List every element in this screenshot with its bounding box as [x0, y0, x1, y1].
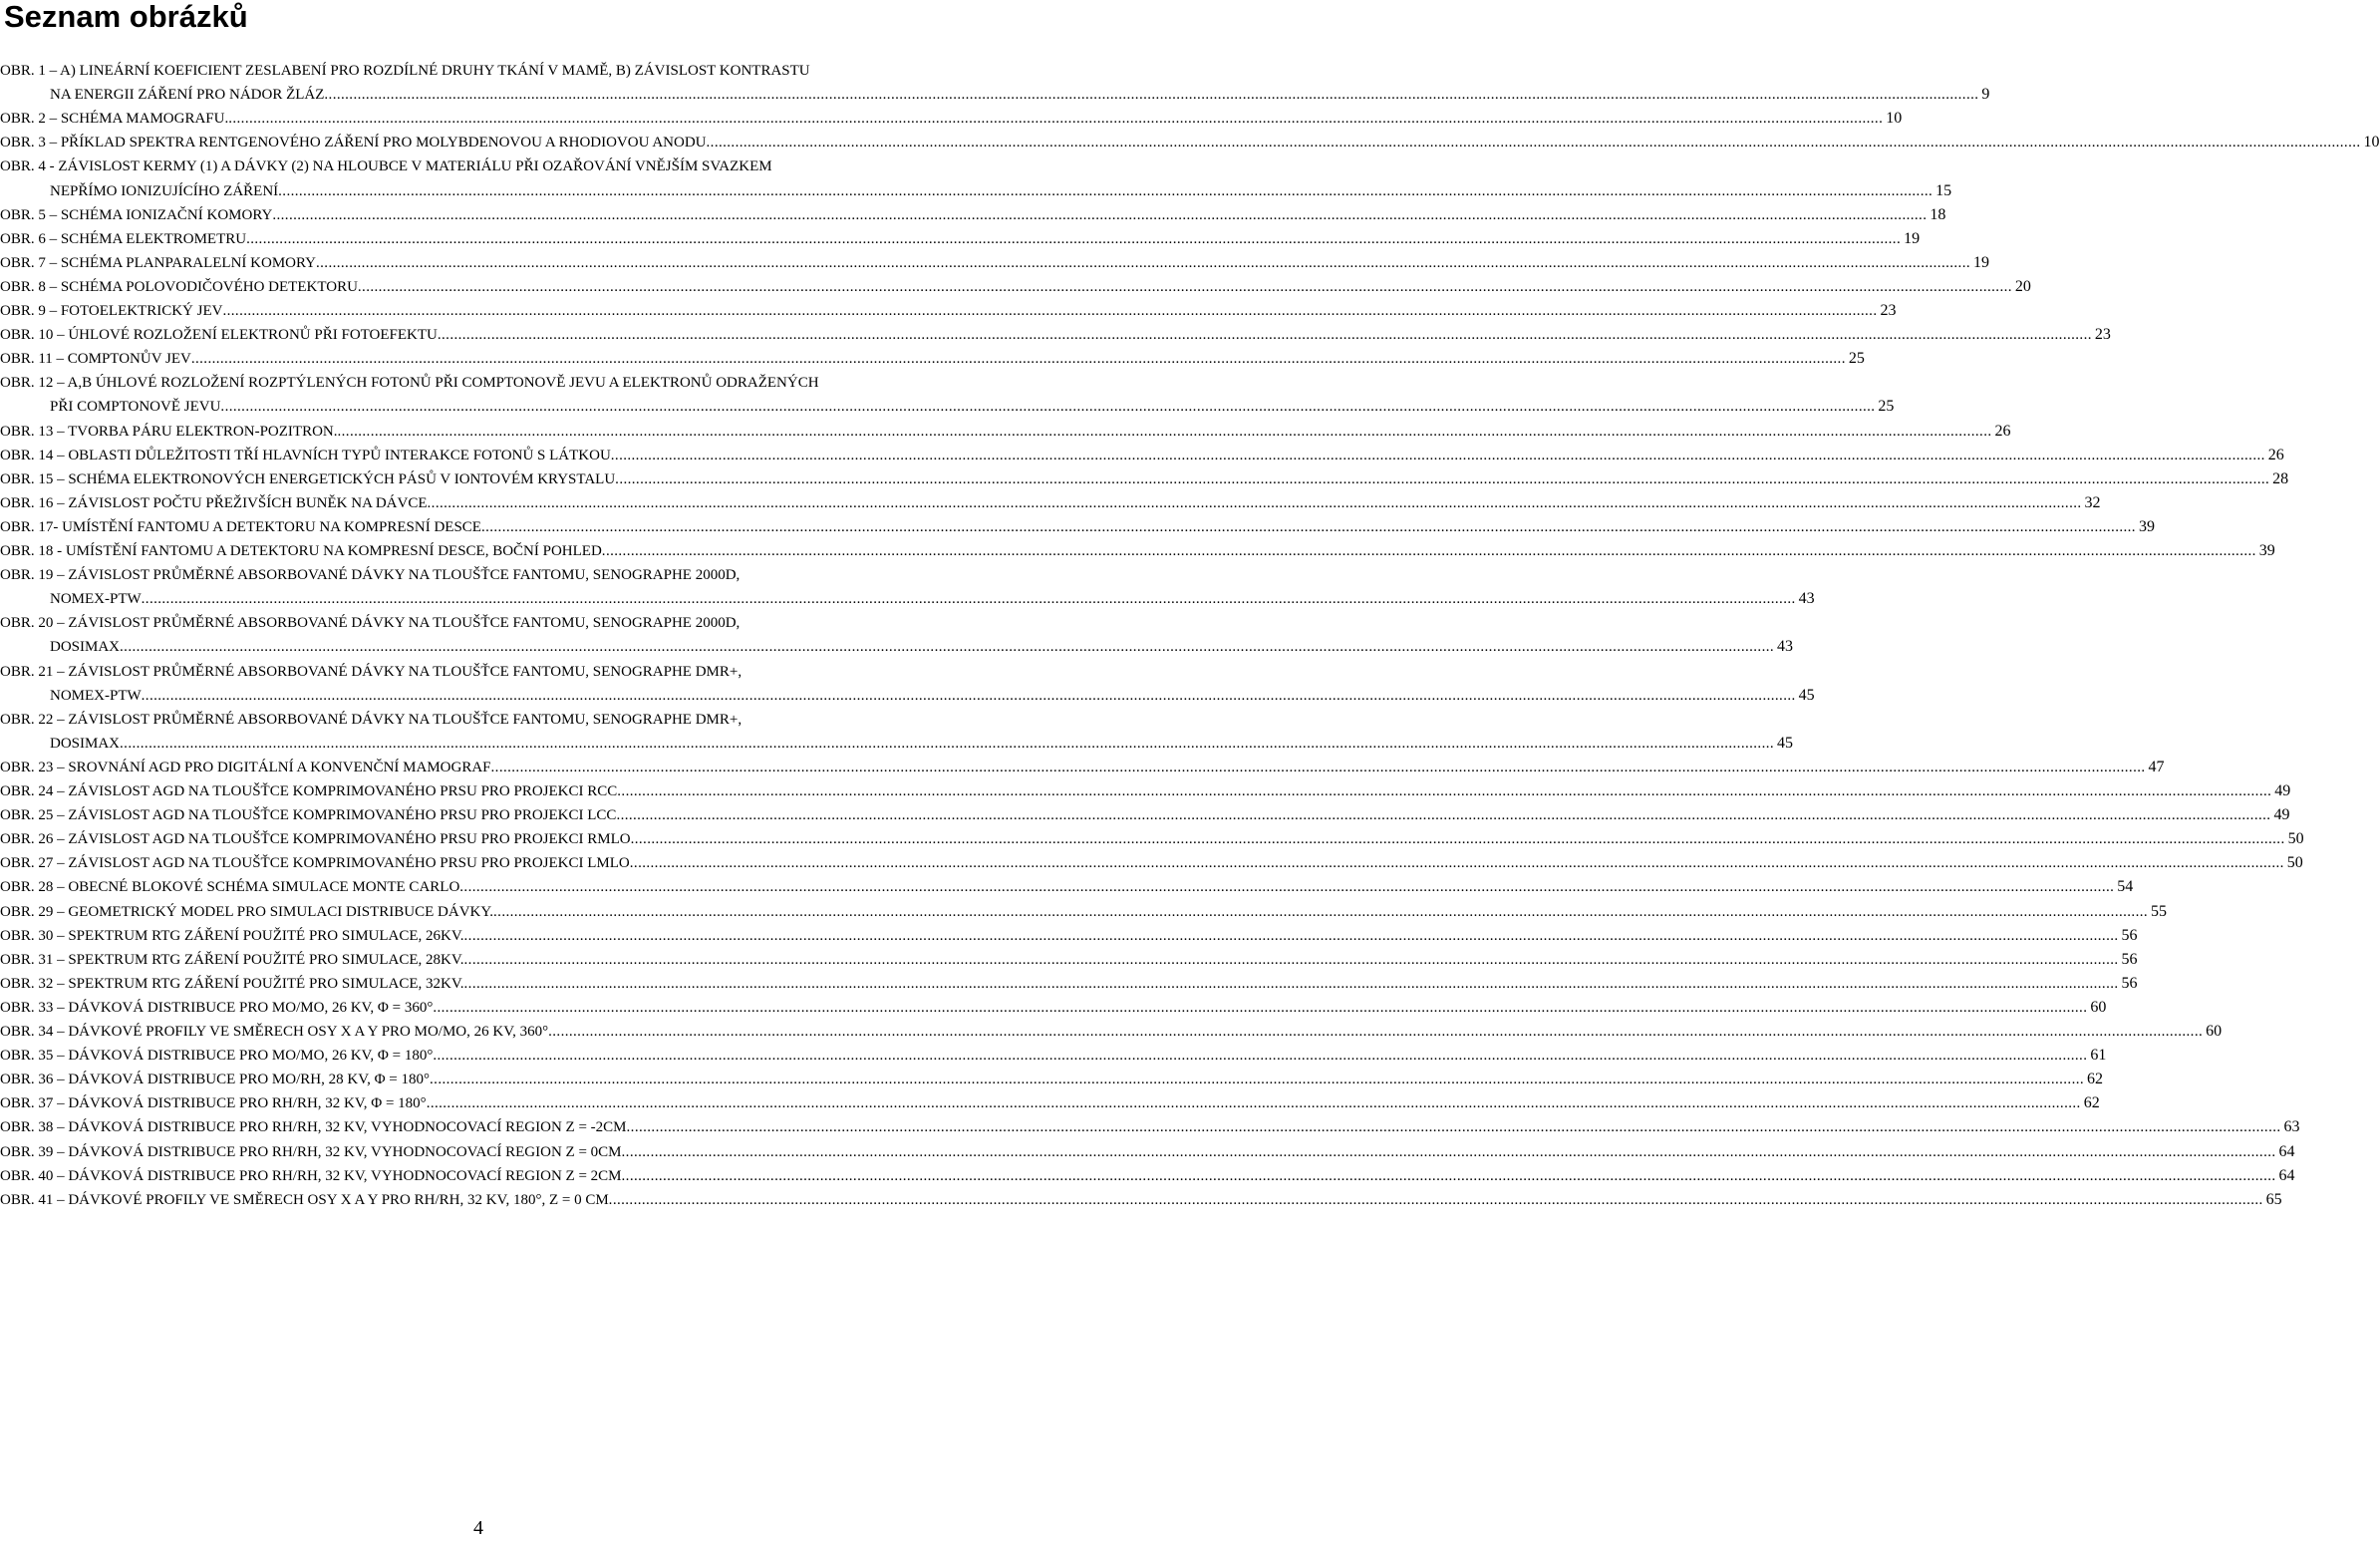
- toc-entry-text: OBR. 41 – DÁVKOVÉ PROFILY VE SMĚRECH OSY X A Y PRO RH/RH, 32 KV, 180°, Z = 0 CM: [0, 1191, 609, 1208]
- toc-entry-text: OBR. 40 – DÁVKOVÁ DISTRIBUCE PRO RH/RH, 32 KV, VYHODNOCOVACÍ REGION Z = 2CM: [0, 1167, 622, 1184]
- dot-leader: ................................................................................................................................................................................................................................................................................................................................................................................................................: [601, 543, 2256, 559]
- toc-page-number: 49: [2273, 806, 2290, 824]
- toc-entry-text: NOMEX-PTW: [50, 591, 142, 608]
- dot-leader: ................................................................................................................................................................................................................................................................................................................................................................................................................: [120, 735, 1775, 752]
- toc-page-number: 26: [1994, 422, 2011, 440]
- toc-entry-line-wrapped[interactable]: [0, 709, 955, 731]
- toc-page-number: 23: [2094, 326, 2111, 344]
- toc-entry-line[interactable]: [0, 204, 1946, 226]
- toc-entry-line[interactable]: [0, 780, 2291, 802]
- toc-entry-line-wrapped[interactable]: [0, 612, 955, 634]
- dot-leader: ................................................................................................................................................................................................................................................................................................................................................................................................................: [190, 351, 1846, 368]
- toc-entry-text: NEPŘÍMO IONIZUJÍCÍHO ZÁŘENÍ: [50, 182, 279, 199]
- toc-entry-line[interactable]: [0, 1021, 2223, 1043]
- toc-entry-text: OBR. 11 – COMPTONŮV JEV: [0, 351, 191, 368]
- dot-leader: ................................................................................................................................................................................................................................................................................................................................................................................................................: [220, 399, 1876, 416]
- toc-page-number: 39: [2258, 542, 2275, 559]
- toc-page-number: 15: [1935, 181, 1952, 199]
- toc-entry-text: OBR. 8 – SCHÉMA POLOVODIČOVÉHO DETEKTORU: [0, 278, 358, 295]
- toc-entry-line[interactable]: [50, 84, 1990, 106]
- toc-entry-line[interactable]: [0, 828, 2304, 850]
- toc-page-number: 56: [2121, 974, 2138, 992]
- toc-entry-line[interactable]: [0, 516, 2155, 538]
- dot-leader: ................................................................................................................................................................................................................................................................................................................................................................................................................: [610, 447, 2265, 463]
- toc-page-number: 62: [2083, 1094, 2100, 1112]
- toc-entry-text: OBR. 17- UMÍSTĚNÍ FANTOMU A DETEKTORU NA KOMPRESNÍ DESCE: [0, 518, 481, 535]
- toc-entry-text: OBR. 7 – SCHÉMA PLANPARALELNÍ KOMORY: [0, 254, 316, 271]
- toc-entry-line[interactable]: [0, 348, 1865, 370]
- dot-leader: ................................................................................................................................................................................................................................................................................................................................................................................................................: [608, 1191, 2263, 1208]
- toc-entry-text: OBR. 1 – A) LINEÁRNÍ KOEFICIENT ZESLABENÍ PRO ROZDÍLNÉ DRUHY TKÁNÍ V MAMĚ, B) ZÁVISLOST KONTRASTU: [0, 63, 810, 79]
- toc-entry-line[interactable]: [0, 997, 2107, 1019]
- toc-page-number: 56: [2121, 926, 2138, 944]
- toc-page-number: 45: [1798, 686, 1815, 704]
- toc-page-number: 64: [2278, 1166, 2295, 1184]
- toc-page-number: 39: [2138, 517, 2155, 535]
- toc-entry-text: OBR. 28 – OBECNÉ BLOKOVÉ SCHÉMA SIMULACE MONTE CARLO: [0, 879, 460, 896]
- toc-entry-text: OBR. 25 – ZÁVISLOST AGD NA TLOUŠŤCE KOMPRIMOVANÉHO PRSU PRO PROJEKCI LCC: [0, 807, 617, 824]
- dot-leader: ................................................................................................................................................................................................................................................................................................................................................................................................................: [706, 135, 2361, 152]
- toc-entry-text: DOSIMAX: [50, 735, 121, 752]
- toc-entry-line[interactable]: [0, 108, 1903, 130]
- toc-entry-line[interactable]: [0, 1069, 2104, 1090]
- toc-page-number: 20: [2014, 277, 2031, 295]
- toc-entry-line[interactable]: [0, 1141, 2295, 1163]
- toc-entry-text: DOSIMAX: [50, 639, 121, 656]
- dot-leader: ................................................................................................................................................................................................................................................................................................................................................................................................................: [426, 1095, 2081, 1112]
- dot-leader: ................................................................................................................................................................................................................................................................................................................................................................................................................: [459, 879, 2115, 896]
- toc-entry-line-wrapped[interactable]: [0, 564, 955, 586]
- toc-entry-line[interactable]: [50, 636, 1794, 658]
- toc-page-number: 47: [2148, 758, 2165, 775]
- toc-entry-text: NOMEX-PTW: [50, 687, 142, 704]
- toc-page-number: 25: [1848, 350, 1865, 368]
- toc-entry-line[interactable]: [0, 324, 2111, 346]
- toc-entry-line[interactable]: [0, 757, 2165, 778]
- toc-entry-text: OBR. 39 – DÁVKOVÁ DISTRIBUCE PRO RH/RH, 32 KV, VYHODNOCOVACÍ REGION Z = 0CM: [0, 1143, 622, 1160]
- toc-entry-text: OBR. 3 – PŘÍKLAD SPEKTRA RENTGENOVÉHO ZÁŘENÍ PRO MOLYBDENOVOU A RHODIOVOU ANODU: [0, 135, 707, 152]
- dot-leader: ................................................................................................................................................................................................................................................................................................................................................................................................................: [357, 278, 2012, 295]
- dot-leader: ................................................................................................................................................................................................................................................................................................................................................................................................................: [433, 1048, 2088, 1065]
- toc-entry-line[interactable]: [0, 252, 1989, 274]
- toc-entry-line-wrapped[interactable]: [0, 155, 955, 177]
- page-title: Seznam obrázků: [4, 0, 248, 34]
- toc-entry-text: OBR. 26 – ZÁVISLOST AGD NA TLOUŠŤCE KOMPRIMOVANÉHO PRSU PRO PROJEKCI RMLO: [0, 831, 631, 848]
- dot-leader: ................................................................................................................................................................................................................................................................................................................................................................................................................: [463, 927, 2119, 944]
- dot-leader: ................................................................................................................................................................................................................................................................................................................................................................................................................: [617, 783, 2272, 799]
- toc-entry-line[interactable]: [0, 492, 2101, 514]
- toc-entry-line-wrapped[interactable]: [0, 661, 955, 683]
- toc-entry-line[interactable]: [0, 300, 1897, 322]
- toc-page-number: 56: [2121, 950, 2138, 968]
- toc-entry-line[interactable]: [50, 180, 1952, 202]
- toc-entry-text: OBR. 5 – SCHÉMA IONIZAČNÍ KOMORY: [0, 206, 273, 223]
- dot-leader: ................................................................................................................................................................................................................................................................................................................................................................................................................: [427, 494, 2082, 511]
- toc-entry-text: OBR. 21 – ZÁVISLOST PRŮMĚRNÉ ABSORBOVANÉ DÁVKY NA TLOUŠŤCE FANTOMU, SENOGRAPHE DMR+,: [0, 663, 743, 680]
- dot-leader: ................................................................................................................................................................................................................................................................................................................................................................................................................: [246, 230, 1902, 247]
- toc-page-number: 18: [1930, 205, 1946, 223]
- toc-entry-text: OBR. 15 – SCHÉMA ELEKTRONOVÝCH ENERGETICKÝCH PÁSŮ V IONTOVÉM KRYSTALU: [0, 470, 616, 487]
- dot-leader: ................................................................................................................................................................................................................................................................................................................................................................................................................: [621, 1167, 2276, 1184]
- dot-leader: ................................................................................................................................................................................................................................................................................................................................................................................................................: [430, 1072, 2085, 1088]
- toc-entry-line-wrapped[interactable]: [0, 60, 955, 82]
- toc-page-number: 43: [1798, 590, 1815, 608]
- toc-page-number: 19: [1904, 229, 1921, 247]
- toc-entry-line[interactable]: [0, 901, 2168, 923]
- toc-entry-text: OBR. 29 – GEOMETRICKÝ MODEL PRO SIMULACI DISTRIBUCE DÁVKY.: [0, 903, 494, 920]
- toc-page-number: 43: [1777, 638, 1794, 656]
- toc-page-number: 65: [2265, 1190, 2282, 1208]
- toc-entry-text: OBR. 33 – DÁVKOVÁ DISTRIBUCE PRO MO/MO, 26 KV, Φ = 360°: [0, 999, 434, 1016]
- toc-entry-line[interactable]: [50, 588, 1815, 610]
- toc-page-number: 55: [2151, 902, 2168, 920]
- dot-leader: ................................................................................................................................................................................................................................................................................................................................................................................................................: [316, 254, 1970, 271]
- toc-entry-text: OBR. 20 – ZÁVISLOST PRŮMĚRNÉ ABSORBOVANÉ DÁVKY NA TLOUŠŤCE FANTOMU, SENOGRAPHE 2000D,: [0, 615, 741, 632]
- toc-page-number: 10: [2363, 134, 2380, 152]
- toc-entry-line[interactable]: [0, 276, 2031, 298]
- dot-leader: ................................................................................................................................................................................................................................................................................................................................................................................................................: [222, 303, 1878, 319]
- toc-entry-line[interactable]: [0, 925, 2138, 947]
- dot-leader: ................................................................................................................................................................................................................................................................................................................................................................................................................: [616, 807, 2271, 824]
- dot-leader: ................................................................................................................................................................................................................................................................................................................................................................................................................: [278, 182, 1934, 199]
- toc-page-number: 64: [2278, 1142, 2295, 1160]
- toc-entry-line[interactable]: [0, 852, 2303, 874]
- toc-entry-line[interactable]: [0, 876, 2134, 898]
- toc-entry-text: OBR. 34 – DÁVKOVÉ PROFILY VE SMĚRECH OSY X A Y PRO MO/MO, 26 KV, 360°: [0, 1024, 549, 1040]
- dot-leader: ................................................................................................................................................................................................................................................................................................................................................................................................................: [324, 87, 1979, 104]
- dot-leader: ................................................................................................................................................................................................................................................................................................................................................................................................................: [120, 639, 1775, 656]
- toc-entry-line[interactable]: [0, 468, 2289, 490]
- toc-entry-line[interactable]: [0, 1189, 2282, 1211]
- toc-page-number: 19: [1973, 253, 1989, 271]
- toc-page-number: 45: [1777, 734, 1794, 752]
- toc-entry-text: OBR. 4 - ZÁVISLOST KERMY (1) A DÁVKY (2) NA HLOUBCE V MATERIÁLU PŘI OZAŘOVÁNÍ VNĚJŠÍM SVAZKEM: [0, 158, 772, 175]
- toc-entry-text: OBR. 36 – DÁVKOVÁ DISTRIBUCE PRO MO/RH, 28 KV, Φ = 180°: [0, 1072, 431, 1088]
- toc-entry-text: OBR. 31 – SPEKTRUM RTG ZÁŘENÍ POUŽITÉ PRO SIMULACE, 28KV.: [0, 951, 464, 968]
- toc-entry-line[interactable]: [0, 973, 2138, 995]
- toc-entry-text: OBR. 23 – SROVNÁNÍ AGD PRO DIGITÁLNÍ A KONVENČNÍ MAMOGRAF: [0, 759, 491, 775]
- toc-entry-text: OBR. 35 – DÁVKOVÁ DISTRIBUCE PRO MO/MO, 26 KV, Φ = 180°: [0, 1048, 434, 1065]
- dot-leader: ................................................................................................................................................................................................................................................................................................................................................................................................................: [228, 111, 1884, 128]
- toc-entry-text: PŘI COMPTONOVĚ JEVU: [50, 399, 221, 416]
- dot-leader: ................................................................................................................................................................................................................................................................................................................................................................................................................: [272, 206, 1928, 223]
- dot-leader: ................................................................................................................................................................................................................................................................................................................................................................................................................: [463, 975, 2119, 992]
- toc-entry-line[interactable]: [0, 1092, 2100, 1114]
- toc-entry-line[interactable]: [0, 949, 2138, 971]
- dot-leader: ................................................................................................................................................................................................................................................................................................................................................................................................................: [548, 1024, 2204, 1040]
- toc-entry-text: OBR. 10 – ÚHLOVÉ ROZLOŽENÍ ELEKTRONŮ PŘI FOTOEFEKTU: [0, 327, 438, 344]
- toc-entry-line[interactable]: [0, 1165, 2295, 1187]
- toc-entry-line[interactable]: [0, 1045, 2107, 1067]
- toc-entry-text: OBR. 6 – SCHÉMA ELEKTROMETRU: [0, 230, 247, 247]
- dot-leader: ................................................................................................................................................................................................................................................................................................................................................................................................................: [615, 470, 2270, 487]
- toc-page-number: 54: [2117, 878, 2134, 896]
- page-number: 4: [473, 1517, 483, 1539]
- dot-leader: ................................................................................................................................................................................................................................................................................................................................................................................................................: [626, 1119, 2281, 1136]
- toc-page-number: 32: [2084, 493, 2101, 511]
- toc-entry-text: OBR. 38 – DÁVKOVÁ DISTRIBUCE PRO RH/RH, 32 KV, VYHODNOCOVACÍ REGION Z = -2CM: [0, 1119, 627, 1136]
- toc-page-number: 49: [2274, 782, 2291, 799]
- toc-entry-line[interactable]: [0, 540, 2275, 562]
- toc-entry-line[interactable]: [0, 228, 1921, 250]
- toc-entry-text: OBR. 12 – A,B ÚHLOVÉ ROZLOŽENÍ ROZPTÝLENÝCH FOTONŮ PŘI COMPTONOVĚ JEVU A ELEKTRONŮ ODRAŽENÝCH: [0, 375, 819, 392]
- toc-entry-text: OBR. 13 – TVORBA PÁRU ELEKTRON-POZITRON.: [0, 423, 338, 440]
- toc-page-number: 50: [2287, 830, 2304, 848]
- toc-page-number: 10: [1886, 110, 1903, 128]
- toc-entry-line[interactable]: [0, 421, 2011, 443]
- dot-leader: ................................................................................................................................................................................................................................................................................................................................................................................................................: [629, 855, 2284, 872]
- toc-entry-text: OBR. 22 – ZÁVISLOST PRŮMĚRNÉ ABSORBOVANÉ DÁVKY NA TLOUŠŤCE FANTOMU, SENOGRAPHE DMR+,: [0, 711, 743, 728]
- toc-page-number: 60: [2206, 1023, 2223, 1040]
- dot-leader: ................................................................................................................................................................................................................................................................................................................................................................................................................: [437, 327, 2092, 344]
- toc-entry-text: OBR. 37 – DÁVKOVÁ DISTRIBUCE PRO RH/RH, 32 KV, Φ = 180°: [0, 1095, 427, 1112]
- dot-leader: ................................................................................................................................................................................................................................................................................................................................................................................................................: [433, 999, 2088, 1016]
- toc-page-number: 23: [1880, 302, 1897, 319]
- toc-entry-line[interactable]: [50, 733, 1794, 755]
- toc-entry-text: OBR. 2 – SCHÉMA MAMOGRAFU.: [0, 111, 229, 128]
- toc-entry-line[interactable]: [0, 132, 2380, 154]
- toc-entry-text: OBR. 18 - UMÍSTĚNÍ FANTOMU A DETEKTORU NA KOMPRESNÍ DESCE, BOČNÍ POHLED: [0, 543, 602, 559]
- toc-entry-text: OBR. 24 – ZÁVISLOST AGD NA TLOUŠŤCE KOMPRIMOVANÉHO PRSU PRO PROJEKCI RCC: [0, 783, 618, 799]
- toc-entry-text: OBR. 14 – OBLASTI DŮLEŽITOSTI TŘÍ HLAVNÍCH TYPŮ INTERAKCE FOTONŮ S LÁTKOU: [0, 447, 611, 463]
- toc-entry-text: OBR. 9 – FOTOELEKTRICKÝ JEV: [0, 303, 223, 319]
- toc-entry-line[interactable]: [0, 445, 2284, 466]
- toc-page-number: 63: [2283, 1118, 2300, 1136]
- dot-leader: ................................................................................................................................................................................................................................................................................................................................................................................................................: [463, 951, 2119, 968]
- toc-page-number: 25: [1878, 398, 1895, 416]
- toc-page-number: 26: [2267, 446, 2284, 463]
- dot-leader: ................................................................................................................................................................................................................................................................................................................................................................................................................: [337, 423, 1992, 440]
- toc-entry-line-wrapped[interactable]: [0, 372, 955, 394]
- toc-entry-line[interactable]: [50, 685, 1815, 707]
- dot-leader: ................................................................................................................................................................................................................................................................................................................................................................................................................: [141, 591, 1796, 608]
- toc-entry-line[interactable]: [0, 804, 2290, 826]
- toc-page-number: 62: [2087, 1071, 2104, 1088]
- toc-entry-line[interactable]: [0, 1116, 2300, 1138]
- toc-page-number: 61: [2090, 1047, 2107, 1065]
- dot-leader: ................................................................................................................................................................................................................................................................................................................................................................................................................: [630, 831, 2285, 848]
- toc-page-number: 50: [2286, 854, 2303, 872]
- dot-leader: ................................................................................................................................................................................................................................................................................................................................................................................................................: [480, 518, 2136, 535]
- dot-leader: ................................................................................................................................................................................................................................................................................................................................................................................................................: [141, 687, 1796, 704]
- toc-page-number: 28: [2272, 469, 2289, 487]
- dot-leader: ................................................................................................................................................................................................................................................................................................................................................................................................................: [621, 1143, 2276, 1160]
- toc-page-number: 60: [2090, 998, 2107, 1016]
- toc-entry-line[interactable]: [50, 396, 1895, 418]
- toc-entry-text: NA ENERGII ZÁŘENÍ PRO NÁDOR ŽLÁZ: [50, 87, 325, 104]
- toc-page-number: 9: [1981, 86, 1990, 104]
- dot-leader: ................................................................................................................................................................................................................................................................................................................................................................................................................: [493, 903, 2149, 920]
- toc-entry-text: OBR. 16 – ZÁVISLOST POČTU PŘEŽIVŠÍCH BUNĚK NA DÁVCE: [0, 494, 428, 511]
- toc-entry-text: OBR. 27 – ZÁVISLOST AGD NA TLOUŠŤCE KOMPRIMOVANÉHO PRSU PRO PROJEKCI LMLO: [0, 855, 630, 872]
- dot-leader: ................................................................................................................................................................................................................................................................................................................................................................................................................: [490, 759, 2146, 775]
- toc-entry-text: OBR. 30 – SPEKTRUM RTG ZÁŘENÍ POUŽITÉ PRO SIMULACE, 26KV.: [0, 927, 464, 944]
- toc-entry-text: OBR. 19 – ZÁVISLOST PRŮMĚRNÉ ABSORBOVANÉ DÁVKY NA TLOUŠŤCE FANTOMU, SENOGRAPHE 2000D,: [0, 567, 741, 584]
- toc-entry-text: OBR. 32 – SPEKTRUM RTG ZÁŘENÍ POUŽITÉ PRO SIMULACE, 32KV.: [0, 975, 464, 992]
